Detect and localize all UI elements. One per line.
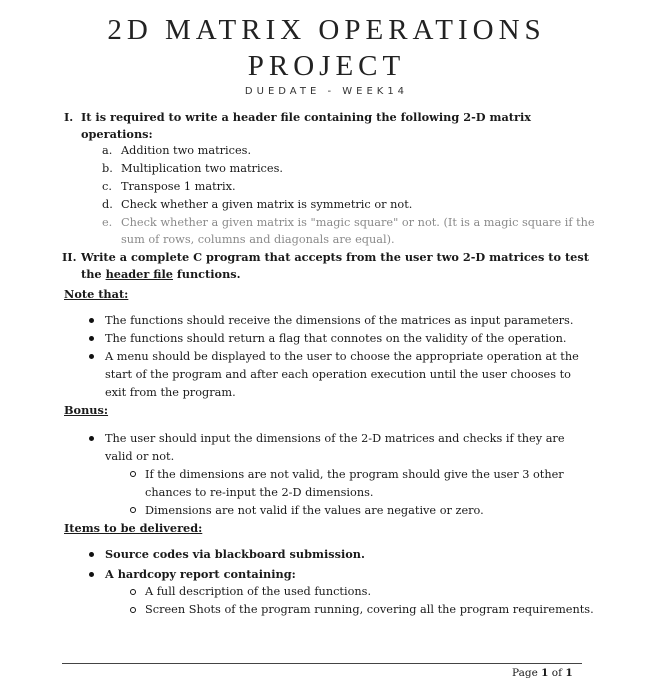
item-c-text: Transpose 1 matrix. [121, 180, 236, 193]
deliverables-label: Items to be delivered: [64, 521, 203, 535]
note-bullet-3 [89, 354, 94, 359]
bonus-sub-1-line-2: chances to re-input the 2-D dimensions. [145, 486, 374, 499]
note-bullet-3-text-line-1: A menu should be displayed to the user to choose the appropriate operation at the [105, 350, 579, 363]
item-c-marker: c. [102, 180, 112, 193]
item-a-marker: a. [102, 144, 113, 157]
section-1-heading-line-1: It is required to write a header file containing the following 2-D matrix [81, 110, 531, 124]
item-b-marker: b. [102, 162, 113, 175]
note-label: Note that: [64, 287, 129, 301]
section-1-heading-line-2: operations: [81, 127, 153, 141]
header-file-link-text: header file [105, 267, 173, 281]
deliverables-sub-bullet-1 [130, 589, 136, 595]
due-date-line: DUEDATE - WEEK14 [244, 86, 409, 97]
note-bullet-3-text-line-3: exit from the program. [105, 386, 236, 399]
item-d-marker: d. [102, 198, 113, 211]
title-line-2: PROJECT [247, 50, 406, 82]
item-e-text-line-2: sum of rows, columns and diagonals are equal). [121, 233, 395, 246]
note-bullet-3-text-line-2: start of the program and after each operation execution until the user chooses to [105, 368, 571, 381]
section-2-line-1: Write a complete C program that accepts from the user two 2-D matrices to test [81, 250, 589, 264]
bonus-sub-2-line-1: Dimensions are not valid if the values are negative or zero. [145, 504, 484, 517]
note-bullet-1-text: The functions should receive the dimensions of the matrices as input parameters. [105, 314, 574, 327]
item-e-marker: e. [102, 216, 113, 229]
bonus-bullet-text-line-2: valid or not. [105, 450, 175, 463]
bonus-sub-1-line-1: If the dimensions are not valid, the program should give the user 3 other [145, 468, 564, 481]
deliverables-bullet-1 [89, 552, 94, 557]
deliverables-bullet-2-text: A hardcopy report containing: [105, 567, 296, 581]
section-2-line-2: the header file functions. [81, 267, 241, 281]
deliverables-sub-2-text: Screen Shots of the program running, covering all the program requirements. [145, 603, 594, 616]
title-line-1: 2D MATRIX OPERATIONS [107, 14, 546, 46]
deliverables-bullet-2 [89, 572, 94, 577]
note-bullet-2-text: The functions should return a flag that connotes on the validity of the operation. [105, 332, 567, 345]
item-e-text-line-1: Check whether a given matrix is "magic square" or not. (It is a magic square if the [121, 216, 595, 229]
note-bullet-1 [89, 318, 94, 323]
deliverables-bullet-1-text: Source codes via blackboard submission. [105, 547, 365, 561]
deliverables-sub-bullet-2 [130, 607, 136, 613]
item-d-text: Check whether a given matrix is symmetric or not. [121, 198, 413, 211]
bonus-bullet-text-line-1: The user should input the dimensions of the 2-D matrices and checks if they are [105, 432, 565, 445]
bonus-bullet [89, 436, 94, 441]
bonus-sub-bullet-2 [130, 507, 136, 513]
page-number: Page 1 of 1 [512, 667, 573, 679]
deliverables-sub-1-text: A full description of the used functions. [145, 585, 372, 598]
note-bullet-2 [89, 336, 94, 341]
section-1-numeral: I. [64, 110, 74, 124]
section-2-numeral: II. [62, 250, 77, 264]
footer-rule [62, 663, 582, 664]
bonus-sub-bullet-1 [130, 471, 136, 477]
item-a-text: Addition two matrices. [121, 144, 252, 157]
item-b-text: Multiplication two matrices. [121, 162, 283, 175]
bonus-label: Bonus: [64, 403, 109, 417]
